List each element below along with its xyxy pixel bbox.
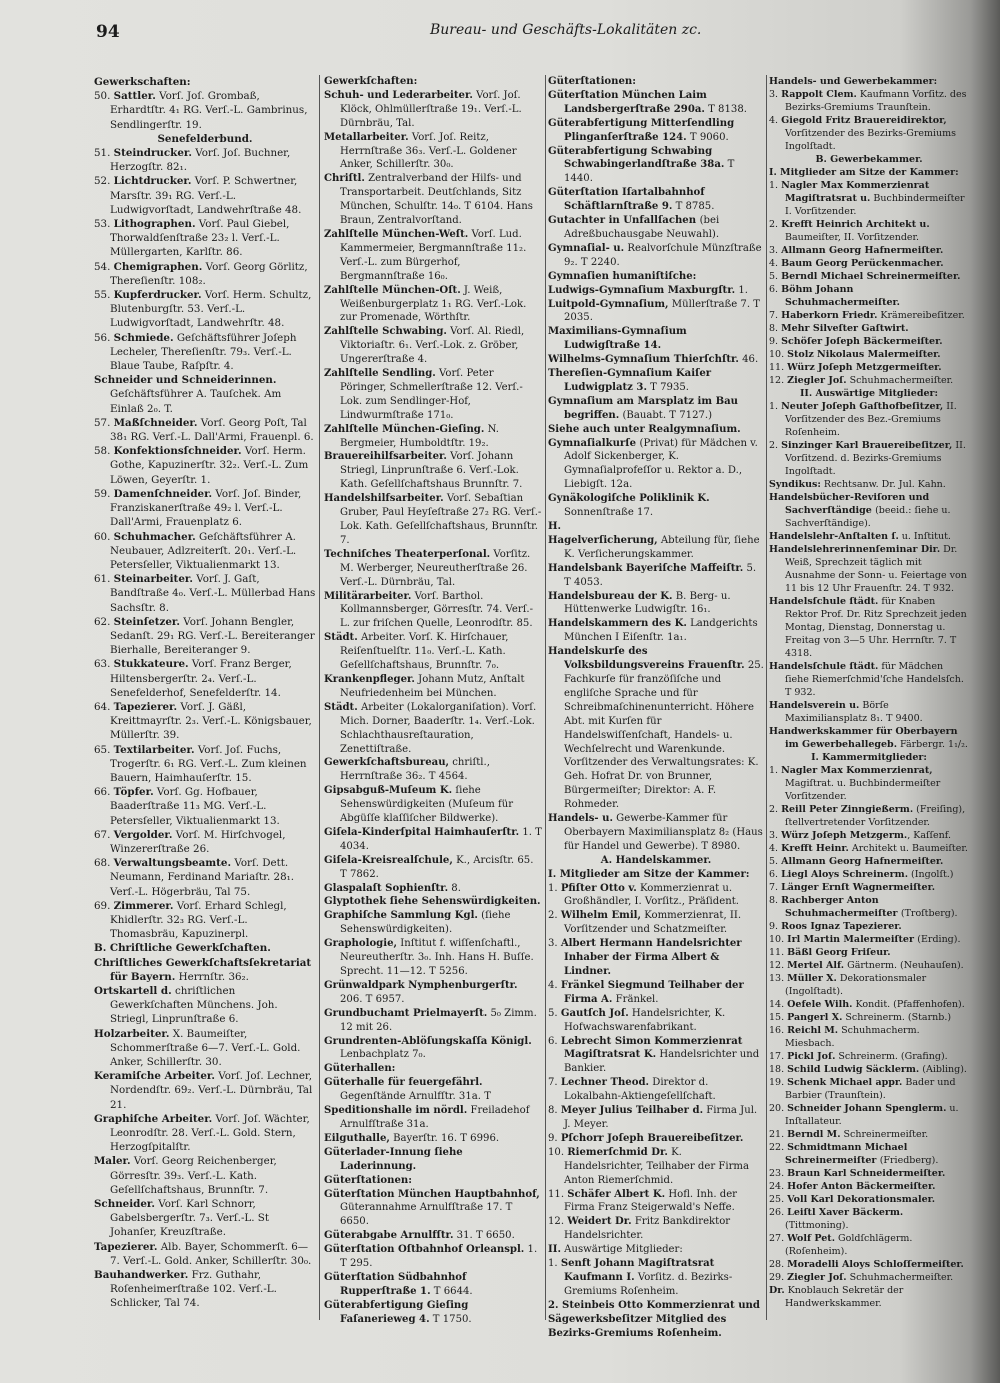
section-heading: Güterſtationen: bbox=[548, 76, 636, 87]
directory-entry: 7. Lechner Theod. Direktor d. Lokalbahn-Aktiengeſellſchaft. bbox=[548, 1077, 716, 1103]
directory-entry: Holzarbeiter. X. Baumeiſter, Schommerſtraße 6—7. Verſ.-L. Gold. Anker, Schillerſtr. 30. bbox=[94, 1027, 301, 1069]
directory-entry: 5. Allmann Georg Hafnermeiſter. bbox=[769, 856, 944, 867]
directory-entry: 9. Schöſer Joſeph Bäckermeiſter. bbox=[769, 336, 943, 347]
directory-entry: Glyptothek ſiehe Sehenswürdigkeiten. bbox=[324, 896, 541, 908]
directory-entry: Schneider. Vorſ. Karl Schnorr, Gabelsbergerſtr. 7₃. Verſ.-L. St Johanſer, Kreuzſtraße. bbox=[94, 1198, 269, 1239]
directory-entry: Maler. Vorſ. Georg Reichenberger, Görresſtr. 39₃. Verſ.-L. Kath. Geſellſchaftshaus, Brunnſtr. 7. bbox=[94, 1155, 277, 1196]
directory-entry: Metallarbeiter. Vorſ. Joſ. Reitz, Herrnſtraße 36₃. Verſ.-L. Goldener Anker, Schillerſtr. 30₀. bbox=[324, 131, 517, 171]
directory-entry: Zahlſtelle München-Weſt. Vorſ. Lud. Kammermeier, Bergmannſtraße 11₂. Verſ.-L. zum Bürgerhof, Bergmannſtraße 16₀. bbox=[324, 228, 527, 282]
directory-entry: 29. Ziegler Joſ. Schuhmachermeiſter. bbox=[769, 1272, 954, 1283]
directory-entry: Techniſches Theaterperſonal. Vorſitz. M. Werberger, Neureutherſtraße 26. Verſ.-L. Dürnbräu, Tal. bbox=[324, 548, 531, 588]
running-head: Bureau- und Geschäfts-Lokalitäten zc. bbox=[430, 22, 702, 38]
directory-entry: 6. Liegl Aloys Schreinerm. (Ingolſt.) bbox=[769, 869, 954, 880]
section-heading: Senefelderbund. bbox=[157, 132, 253, 145]
directory-entry: 8. Mehr Silveſter Gaſtwirt. bbox=[769, 323, 909, 334]
directory-entry: Handelsbücher-Reviſoren und Sachverſtändige (beeid.: ſiehe u. Sachverſtändige). bbox=[769, 492, 951, 529]
section-heading: A. Handelskammer. bbox=[600, 854, 712, 866]
directory-entry: 63. Stukkateure. Vorſ. Franz Berger, Hiltensbergerſtr. 2₄. Verſ.-L. Senefelderhof, Senefelderſtr. 14. bbox=[94, 658, 292, 699]
directory-entry: Syndikus: Rechtsanw. Dr. Jul. Kahn. bbox=[769, 479, 946, 490]
directory-entry: 2. Wilhelm Emil, Kommerzienrat, II. Vorſitzender und Schatzmeiſter. bbox=[548, 910, 742, 936]
directory-entry: Zahlſtelle München-Gieſing. N. Bergmeier, Humboldtſtr. 19₂. bbox=[324, 423, 499, 449]
directory-entry: Güterabfertigung Gieſing Faſanerieweg 4. T 1750. bbox=[324, 1299, 472, 1325]
directory-entry: Bauhandwerker. Frz. Guthahr, Roſenheimerſtraße 102. Verſ.-L. Schlicker, Tal 74. bbox=[94, 1269, 277, 1310]
directory-entry: 8. Rachberger Anton Schuhmachermeiſter (Troſtberg). bbox=[769, 895, 958, 919]
directory-entry: 9. Pſchorr Joſeph Brauereibeſitzer. bbox=[548, 1132, 744, 1144]
directory-entry: Eilguthalle, Bayerſtr. 16. T 6996. bbox=[324, 1132, 500, 1144]
directory-entry: 3. Würz Joſeph Metzgerm., Kaſſenf. bbox=[769, 830, 951, 841]
directory-entry: Städt. Arbeiter. Vorſ. K. Hirſchauer, Reiſenſtuelſtr. 11₀. Verſ.-L. Kath. Geſellſchaftshaus, Brunnſtr. 7₀. bbox=[324, 632, 509, 672]
section-heading: 2. Steinbeis Otto Kommerzienrat und Sägewerksbeſitzer Mitglied des Bezirks-Gremiums Roſenheim. bbox=[548, 1299, 760, 1339]
directory-entry: 61. Steinarbeiter. Vorſ. J. Gaſt, Bandſtraße 4₀. Verſ.-L. Müllerbad Hans Sachsſtr. 8. bbox=[94, 573, 316, 614]
directory-entry: Güterſtation Oſtbahnhof Orleanspl. 1. T 295. bbox=[324, 1244, 538, 1270]
directory-entry: 13. Müller X. Dekorationsmaler (Ingolſtadt). bbox=[769, 973, 927, 997]
directory-entry: 9. Roos Ignaz Tapezierer. bbox=[769, 921, 902, 932]
directory-entry: 50. Sattler. Vorſ. Joſ. Grombaß, Erhardtſtr. 4₁ RG. Verſ.-L. Gambrinus, Sendlingerſtr. 19. bbox=[94, 90, 308, 131]
section-heading: Güterſtationen: bbox=[324, 1174, 412, 1186]
directory-entry: Handels- u. Gewerbe-Kammer für Oberbayern Maximiliansplatz 8₂ (Haus für Handel und Gewerbe). T 8980. bbox=[548, 813, 763, 852]
directory-entry: 17. Pickl Joſ. Schreinerm. (Grafing). bbox=[769, 1051, 948, 1062]
directory-entry: Gymnaſialkurſe (Privat) für Mädchen v. Adolf Sickenberger, K. Gymnaſialprofeſſor u. Rektor a. D., Liebigſt. 12a. bbox=[548, 437, 758, 491]
directory-entry: Gewerkſchaftsbureau, chriſtl., Herrnſtraße 36₂. T 4564. bbox=[324, 757, 490, 783]
directory-entry: 7. Haberkorn Friedr. Krämereibeſitzer. bbox=[769, 310, 965, 321]
directory-entry: 1. Pfiſter Otto v. Kommerzienrat u. Großhändler, I. Vorſitz., Präſident. bbox=[548, 882, 739, 908]
directory-entry: 1. Nagler Max Kommerzienrat, Magiſtrat. u. Buchbindermeiſter Vorſitzender. bbox=[769, 765, 941, 802]
directory-entry: Militärarbeiter. Vorſ. Barthol. Kollmannsberger, Görresſtr. 74. Verſ.-L. zur friſchen Quelle, Leonrodſtr. 85. bbox=[324, 590, 534, 630]
directory-entry: Güterſtation Iſartalbahnhof Schäftlarnſtraße 9. T 8785. bbox=[548, 187, 715, 213]
directory-entry: Speditionshalle im nördl. Freiladehof Arnulfſtraße 31a. bbox=[324, 1105, 530, 1130]
directory-entry: Thereſien-Gymnaſium Kaiſer Ludwigplatz 3. T 7935. bbox=[548, 368, 712, 393]
directory-entry: 3. Allmann Georg Hafnermeiſter. bbox=[769, 245, 944, 256]
directory-entry: 27. Wolf Pet. Goldſchlägerm. (Roſenheim). bbox=[769, 1233, 913, 1257]
directory-entry: Grünwaldpark Nymphenburgerſtr. 206. T 6957. bbox=[324, 979, 518, 1005]
directory-entry: Hagelverſicherung, Abteilung für, ſiehe K. Verſicherungskammer. bbox=[548, 534, 760, 560]
column-rule bbox=[319, 75, 320, 1320]
directory-entry: 24. Hofer Anton Bäckermeiſter. bbox=[769, 1181, 936, 1192]
page-number: 94 bbox=[96, 22, 120, 42]
directory-entry: 18. Schild Ludwig Säcklerm. (Aibling). bbox=[769, 1064, 967, 1075]
section-heading: Handels- und Gewerbekammer: bbox=[769, 76, 938, 87]
directory-entry: 67. Vergolder. Vorſ. M. Hirſchvogel, Winzererſtraße 26. bbox=[94, 828, 286, 855]
directory-entry: 4. Krefft Heinr. Architekt u. Baumeiſter. bbox=[769, 843, 968, 854]
directory-entry: 6. Böhm Johann Schuhmachermeiſter. bbox=[769, 284, 900, 308]
directory-entry: Gutachter in Unfallſachen (bei Adreßbuchausgabe Neuwahl). bbox=[548, 215, 720, 240]
directory-entry: 25. Voll Karl Dekorationsmaler. bbox=[769, 1194, 936, 1205]
directory-entry: Krankenpfleger. Johann Mutz, Anſtalt Neufriedenheim bei München. bbox=[324, 673, 525, 699]
directory-entry: 1. Neuter Joſeph Gaſthofbeſitzer, II. Vorſitzender des Bez.-Gremiums Roſenheim. bbox=[769, 401, 957, 438]
directory-entry: 23. Braun Karl Schneidermeiſter. bbox=[769, 1168, 946, 1179]
directory-entry: 11. Bäßl Georg Friſeur. bbox=[769, 947, 891, 958]
directory-entry: 26. Leiſtl Xaver Bäckerm. (Tittmoning). bbox=[769, 1207, 904, 1231]
directory-entry: Tapezierer. Alb. Bayer, Schommerſt. 6—7. Verſ.-L. Gold. Anker, Schillerſtr. 30₀. bbox=[94, 1240, 312, 1267]
directory-entry: Handelsbank Bayeriſche Maffeiſtr. 5. T 4053. bbox=[548, 562, 757, 588]
directory-entry: 69. Zimmerer. Vorſ. Erhard Schlegl, Khidlerſtr. 32₃ RG. Verſ.-L. Thomasbräu, Kapuzinerpl. bbox=[94, 899, 287, 941]
directory-entry: Zahlſtelle Schwabing. Vorſ. Al. Riedl, Viktoriaſtr. 6₁. Verſ.-Lok. z. Gröber, Ungererſtraße 4. bbox=[324, 326, 525, 366]
directory-entry: Handwerkskammer für Oberbayern im Gewerbehallegeb. Färbergr. 1₁/₂. bbox=[769, 726, 968, 750]
directory-entry: 2. Sinzinger Karl Brauereibeſitzer, II. Vorſitzend. d. Bezirks-Gremiums Ingolſtadt. bbox=[769, 440, 966, 477]
directory-entry: Glaspalaſt Sophienſtr. 8. bbox=[324, 882, 461, 894]
column-1 bbox=[94, 75, 316, 1311]
directory-entry: 2. Reill Peter Zinngießerm. (Freiſing), ſtellvertretender Vorſitzender. bbox=[769, 804, 966, 828]
directory-entry: Gipsabguß-Muſeum K. ſiehe Sehenswürdigkeiten (Muſeum für Abgüſſe klaſſiſcher Bildwerke). bbox=[324, 785, 514, 825]
directory-entry: Zahlſtelle München-Oſt. J. Weiß, Weißenburgerplatz 1₁ RG. Verſ.-Lok. zur Promenade, Wörthſtr. bbox=[324, 284, 527, 324]
directory-entry: Graphiſche Sammlung Kgl. (ſiehe Sehenswürdigkeiten). bbox=[324, 910, 511, 936]
directory-entry: Ludwigs-Gymnaſium Maxburgſtr. 1. bbox=[548, 284, 748, 296]
directory-entry: Graphiſche Arbeiter. Vorſ. Joſ. Wächter, Leonrodſtr. 28. Verſ.-L. Gold. Stern, Herzogſpitalſtr. bbox=[94, 1112, 310, 1154]
column-4 bbox=[769, 75, 969, 1310]
directory-entry: Ortskartell d. chriſtlichen Gewerkſchaften Münchens. Joh. Striegl, Linprunſtraße 6. bbox=[94, 985, 278, 1026]
directory-entry: 15. Pangerl X. Schreinerm. (Starnb.) bbox=[769, 1012, 952, 1023]
directory-entry: Schneider und Schneiderinnen. Geſchäftsführer A. Tauſchek. Am Einlaß 2₀. T. bbox=[94, 374, 282, 415]
directory-entry: 5. Berndl Michael Schreinermeiſter. bbox=[769, 271, 961, 282]
directory-entry: Handelslehr-Anſtalten ſ. u. Inſtitut. bbox=[769, 531, 951, 542]
directory-entry: 11. Würz Joſeph Metzgermeiſter. bbox=[769, 362, 942, 373]
directory-entry: 11. Schäfer Albert K. Hofl. Inh. der Firma Franz Steigerwald's Neffe. bbox=[548, 1188, 738, 1214]
directory-entry: 20. Schneider Johann Spenglerm. u. Inſtallateur. bbox=[769, 1103, 959, 1127]
section-heading: II. Auswärtige Mitglieder: bbox=[799, 388, 939, 399]
directory-entry: Güterabgabe Arnulfſtr. 31. T 6650. bbox=[324, 1230, 515, 1242]
directory-entry: 59. Damenſchneider. Vorſ. Joſ. Binder, Franziskanerſtraße 49₂ l. Verſ.-L. Dall'Armi, Frauenplatz 6. bbox=[94, 487, 302, 529]
directory-entry: 10. Riemerſchmid Dr. K. Handelsrichter, Teilhaber der Firma Anton Riemerſchmid. bbox=[548, 1146, 750, 1186]
directory-entry: Städt. Arbeiter (Lokalorganiſation). Vorſ. Mich. Dorner, Baaderſtr. 1₄. Verſ.-Lok. Schlachthausreſtauration, Zenettiſtraße. bbox=[324, 701, 537, 755]
directory-entry: 1. Senft Johann Magiſtratsrat Kaufmann I. Vorſitz. d. Bezirks-Gremiums Roſenheim. bbox=[548, 1258, 733, 1297]
directory-entry: Brauereihilfsarbeiter. Vorſ. Johann Striegl, Linprunſtraße 6. Verſ.-Lok. Kath. Geſellſchaftshaus Brunnſtr. 7. bbox=[324, 451, 523, 491]
directory-entry: 60. Schuhmacher. Geſchäftsführer A. Neubauer, Adlzreiterſt. 20₁. Verſ.-L. Petersſeller, Viktualienmarkt 13. bbox=[94, 530, 297, 571]
directory-entry: 16. Reichl M. Schuhmacherm. Miesbach. bbox=[769, 1025, 920, 1049]
directory-entry: 7. Länger Ernſt Wagnermeiſter. bbox=[769, 882, 936, 893]
section-heading: I. Mitglieder am Sitze der Kammer: bbox=[769, 167, 959, 178]
directory-entry: 62. Steinſetzer. Vorſ. Johann Bengler, Sedanſt. 29₁ RG. Verſ.-L. Bereiteranger Bierhalle, Bereiteranger 9. bbox=[94, 615, 315, 657]
directory-entry: Güterſtation Südbahnhof Rupperſtraße 1. T 6644. bbox=[324, 1271, 473, 1297]
directory-entry: Giſela-Kreisrealſchule, K., Arcisſtr. 65. T 7862. bbox=[324, 854, 534, 880]
directory-entry: 3. Albert Hermann Handelsrichter Inhaber der Firma Albert & Lindner. bbox=[548, 938, 742, 977]
directory-entry: Luitpold-Gymnaſium, Müllerſtraße 7. T 2035. bbox=[548, 298, 760, 324]
section-heading: Gewerkſchaften: bbox=[324, 76, 418, 87]
section-heading: Gewerkschaften: bbox=[94, 76, 191, 88]
directory-entry: Gymnaſial- u. Realvorſchule Münzſtraße 9₂. T 2240. bbox=[548, 242, 762, 268]
directory-entry: Gynäkologiſche Poliklinik K. Sonnenſtraße 17. bbox=[548, 493, 710, 519]
directory-entry: 8. Meyer Julius Teilhaber d. Firma Jul. J. Meyer. bbox=[548, 1105, 758, 1130]
directory-entry: Grundbuchamt Prielmayerſt. 5₀ Zimm. 12 mit 26. bbox=[324, 1007, 537, 1033]
directory-entry: Güterhalle für feuergefährl. Gegenſtände Arnulfſtr. 31a. T bbox=[324, 1077, 491, 1103]
directory-entry: 58. Konfektionsſchneider. Vorſ. Herm. Gothe, Kapuzinerſtr. 32₂. Verſ.-L. Zum Löwen, Geyerſtr. 1. bbox=[94, 445, 309, 486]
directory-entry: 1. Nagler Max Kommerzienrat Magiſtratsrat u. Buchbindermeiſter I. Vorſitzender. bbox=[769, 180, 965, 217]
directory-entry: 66. Töpfer. Vorſ. Gg. Hofbauer, Baaderſtraße 11₃ MG. Verſ.-L. Petersſeller, Viktualienmarkt 13. bbox=[94, 786, 280, 827]
directory-entry: 10. Irl Martin Malermeiſter (Erding). bbox=[769, 934, 961, 945]
column-2 bbox=[324, 75, 542, 1327]
directory-entry: 53. Lithographen. Vorſ. Paul Giebel, Thorwaldſenſtraße 23₂ l. Verſ.-L. Müllergarten, Karlſtr. 86. bbox=[94, 218, 290, 259]
directory-entry: 2. Krefft Heinrich Architekt u. Baumeiſter, II. Vorſitzender. bbox=[769, 219, 930, 243]
directory-entry: 12. Mertel Alf. Gärtnerm. (Neuhauſen). bbox=[769, 960, 964, 971]
directory-entry: Handelskurſe des Volksbildungsvereins Frauenſtr. 25. Fachkurſe für franzöſiſche und engliſche Sprache und für Schreibmaſchinenunterricht. Höhere Abt. mit Kurſen für Handelswiſſenſchaft, Handels- u. Wechſelrecht und Warenkunde. Vorſitzender des Verwaltungsrates: K. Geh. Hofrat Dr. von Brunner, Bürgermeiſter; Direktor: A. F. Rohmeder. bbox=[548, 646, 764, 811]
directory-entry: Handelskammern des K. Landgerichts München I Eiſenſtr. 1a₁. bbox=[548, 618, 758, 644]
directory-entry: Handelsſchule ſtädt. für Mädchen ſiehe Riemerſchmid'ſche Handelsſch. T 932. bbox=[769, 661, 964, 698]
directory-entry: Güterabfertigung Schwabing Schwabingerlandſtraße 38a. T 1440. bbox=[548, 145, 735, 185]
directory-entry: 4. Baum Georg Perückenmacher. bbox=[769, 258, 944, 269]
directory-entry: Handelsbureau der K. B. Berg- u. Hüttenwerke Ludwigſtr. 16₁. bbox=[548, 590, 731, 616]
section-heading: I. Kammermitglieder: bbox=[811, 752, 927, 763]
directory-entry: II. Auswärtige Mitglieder: bbox=[548, 1244, 683, 1256]
directory-entry: Güterſtation München Laim Landsbergerſtraße 290a. T 8138. bbox=[548, 89, 747, 115]
directory-entry: 55. Kupferdrucker. Vorſ. Herm. Schultz, Blutenburgſtr. 53. Verſ.-L. Ludwigvorſtadt, Landwehrſtr. 48. bbox=[94, 289, 312, 330]
directory-entry: 12. Ziegler Joſ. Schuhmachermeiſter. bbox=[769, 375, 954, 386]
directory-entry: 6. Lebrecht Simon Kommerzienrat Magiſtratsrat K. Handelsrichter und Bankier. bbox=[548, 1035, 760, 1075]
section-heading: Gymnaſien humaniſtiſche: bbox=[548, 270, 697, 282]
directory-entry: 3. Rappolt Clem. Kaufmann Vorſitz. des Bezirks-Gremiums Traunſtein. bbox=[769, 89, 967, 113]
directory-entry: 64. Tapezierer. Vorſ. J. Gäßl, Kreittmayrſtr. 2₃. Verſ.-L. Königsbauer, Müllerſtr. 39. bbox=[94, 700, 312, 742]
directory-entry: 22. Schmidtmann Michael Schreinermeiſter (Friedberg). bbox=[769, 1142, 939, 1166]
directory-entry: 28. Moradelli Aloys Schloſſermeiſter. bbox=[769, 1259, 964, 1270]
section-heading: B. Chriſtliche Gewerkſchaften. bbox=[94, 942, 271, 955]
directory-entry: Handelsſchule ſtädt. für Knaben Rektor Prof. Dr. Ritz Sprechzeit jeden Montag, Dienstag, Donnerstag u. Freitag von 3—5 Uhr. Herrnſtr. 7. T 4318. bbox=[769, 596, 967, 659]
directory-entry: 4. Giegold Fritz Brauereidirektor, Vorſitzender des Bezirks-Gremiums Ingolſtadt. bbox=[769, 115, 957, 152]
directory-entry: 21. Berndl M. Schreinermeiſter. bbox=[769, 1129, 929, 1140]
column-rule bbox=[545, 75, 546, 1320]
directory-entry: 12. Weidert Dr. Fritz Bankdirektor Handelsrichter. bbox=[548, 1216, 731, 1242]
column-3 bbox=[548, 75, 764, 1340]
directory-entry: 19. Schenk Michael appr. Bader und Barbier (Traunſtein). bbox=[769, 1077, 956, 1101]
directory-entry: Handelslehrerinnenſeminar Dir. Dr. Weiß, Sprechzeit täglich mit Ausnahme der Sonn- u. Feiertage von 11 bis 12 Uhr Frauenſtr. 24. T 932. bbox=[769, 544, 967, 594]
directory-entry: Handelsverein u. Börſe Maximiliansplatz 8₁. T 9400. bbox=[769, 700, 923, 724]
directory-entry: Chriſtliches Gewerkſchaftsſekretariat für Bayern. Herrnſtr. 36₂. bbox=[94, 956, 312, 983]
directory-entry: 10. Stolz Nikolaus Malermeiſter. bbox=[769, 349, 941, 360]
directory-entry: 68. Verwaltungsbeamte. Vorſ. Dett. Neumann, Ferdinand Mariaſtr. 28₁. Verſ.-L. Högerbräu, Tal 75. bbox=[94, 857, 295, 898]
directory-entry: Gymnaſium am Marsplatz im Bau begriffen. (Bauabt. T 7127.) bbox=[548, 395, 738, 421]
directory-entry: Giſela-Kinderſpital Haimhauſerſtr. 1. T 4034. bbox=[324, 826, 542, 852]
directory-entry: Keramiſche Arbeiter. Vorſ. Joſ. Lechner, Nordendſtr. 69₂. Verſ.-L. Dürnbräu, Tal 21. bbox=[94, 1070, 313, 1111]
directory-entry: 4. Fränkel Siegmund Teilhaber der Firma A. Fränkel. bbox=[548, 979, 744, 1005]
directory-entry: Güterſtation München Hauptbahnhof, Güterannahme Arnulfſtraße 17. T 6650. bbox=[324, 1188, 540, 1228]
column-rule bbox=[766, 75, 767, 1320]
directory-entry: Grundrenten-Ablöſungskaſſa Königl. Lenbachplatz 7₀. bbox=[324, 1035, 532, 1061]
directory-entry: Graphologie, Inſtitut f. wiſſenſchaftl., Neureutherſtr. 3₀. Inh. Hans H. Buſſe. Sprecht. 11—12. T 5256. bbox=[324, 938, 534, 977]
directory-entry: Handelshilfsarbeiter. Vorſ. Sebaſtian Gruber, Paul Heyſeſtraße 27₂ RG. Verſ.-Lok. Kath. Geſellſchaftshaus, Brunnſtr. 7. bbox=[324, 493, 542, 546]
directory-entry: 54. Chemigraphen. Vorſ. Georg Görlitz, Thereſienſtr. 108₂. bbox=[94, 260, 308, 287]
directory-entry: 14. Oefele Wilh. Kondit. (Pfaffenhofen). bbox=[769, 999, 965, 1010]
directory-entry: Siehe auch unter Realgymnaſium. bbox=[548, 423, 741, 435]
section-heading: B. Gewerbekammer. bbox=[815, 154, 923, 165]
directory-entry: Wilhelms-Gymnaſium Thierſchſtr. 46. bbox=[548, 354, 759, 366]
directory-entry: H. bbox=[548, 521, 562, 532]
directory-entry: Schuh- und Lederarbeiter. Vorſ. Joſ. Klöck, Ohlmüllerſtraße 19₁. Verſ.-L. Dürnbräu, Tal. bbox=[324, 89, 522, 129]
directory-entry: Dr. Knoblauch Sekretär der Handwerkskammer. bbox=[769, 1285, 904, 1309]
directory-entry: 56. Schmiede. Geſchäftsführer Joſeph Lecheler, Thereſienſtr. 79₃. Verſ.-L. Blaue Taube, Raſpſtr. 4. bbox=[94, 331, 297, 373]
directory-entry: Maximilians-Gymnaſium Ludwigſtraße 14. bbox=[548, 326, 687, 352]
section-heading: I. Mitglieder am Sitze der Kammer: bbox=[548, 868, 750, 880]
directory-entry: Güterabfertigung Mitterſendling Plinganſerſtraße 124. T 9060. bbox=[548, 117, 735, 143]
section-heading: Güterhallen: bbox=[324, 1063, 396, 1075]
directory-entry: 52. Lichtdrucker. Vorſ. P. Schwertner, Marsſtr. 39₁ RG. Verſ.-L. Ludwigvorſtadt, Landwehrſtraße 48. bbox=[94, 175, 302, 216]
directory-entry: Chriſtl. Zentralverband der Hilfs- und Transportarbeit. Deutſchlands, Sitz München, Schulſtr. 14₀. T 6104. Hans Braun, Zentralvorſtand. bbox=[324, 173, 533, 227]
directory-entry: Güterlader-Innung ſiehe Laderinnung. bbox=[324, 1146, 463, 1172]
directory-entry: Zahlſtelle Sendling. Vorſ. Peter Pöringer, Schmellerſtraße 12. Verſ.-Lok. zum Sendlinger-Hof, Lindwurmſtraße 171₀. bbox=[324, 368, 523, 421]
directory-entry: 57. Maßſchneider. Vorſ. Georg Poſt, Tal 38₁ RG. Verſ.-L. Dall'Armi, Frauenpl. 6. bbox=[94, 416, 314, 444]
directory-entry: 5. Gautſch Joſ. Handelsrichter, K. Hofwachswarenfabrikant. bbox=[548, 1007, 726, 1033]
directory-entry: 65. Textilarbeiter. Vorſ. Joſ. Fuchs, Trogerſtr. 6₁ RG. Verſ.-L. Zum kleinen Bauern, Haimhauſerſtr. 15. bbox=[94, 743, 307, 784]
directory-entry: 51. Steindrucker. Vorſ. Joſ. Buchner, Herzogſtr. 82₁. bbox=[94, 147, 291, 174]
